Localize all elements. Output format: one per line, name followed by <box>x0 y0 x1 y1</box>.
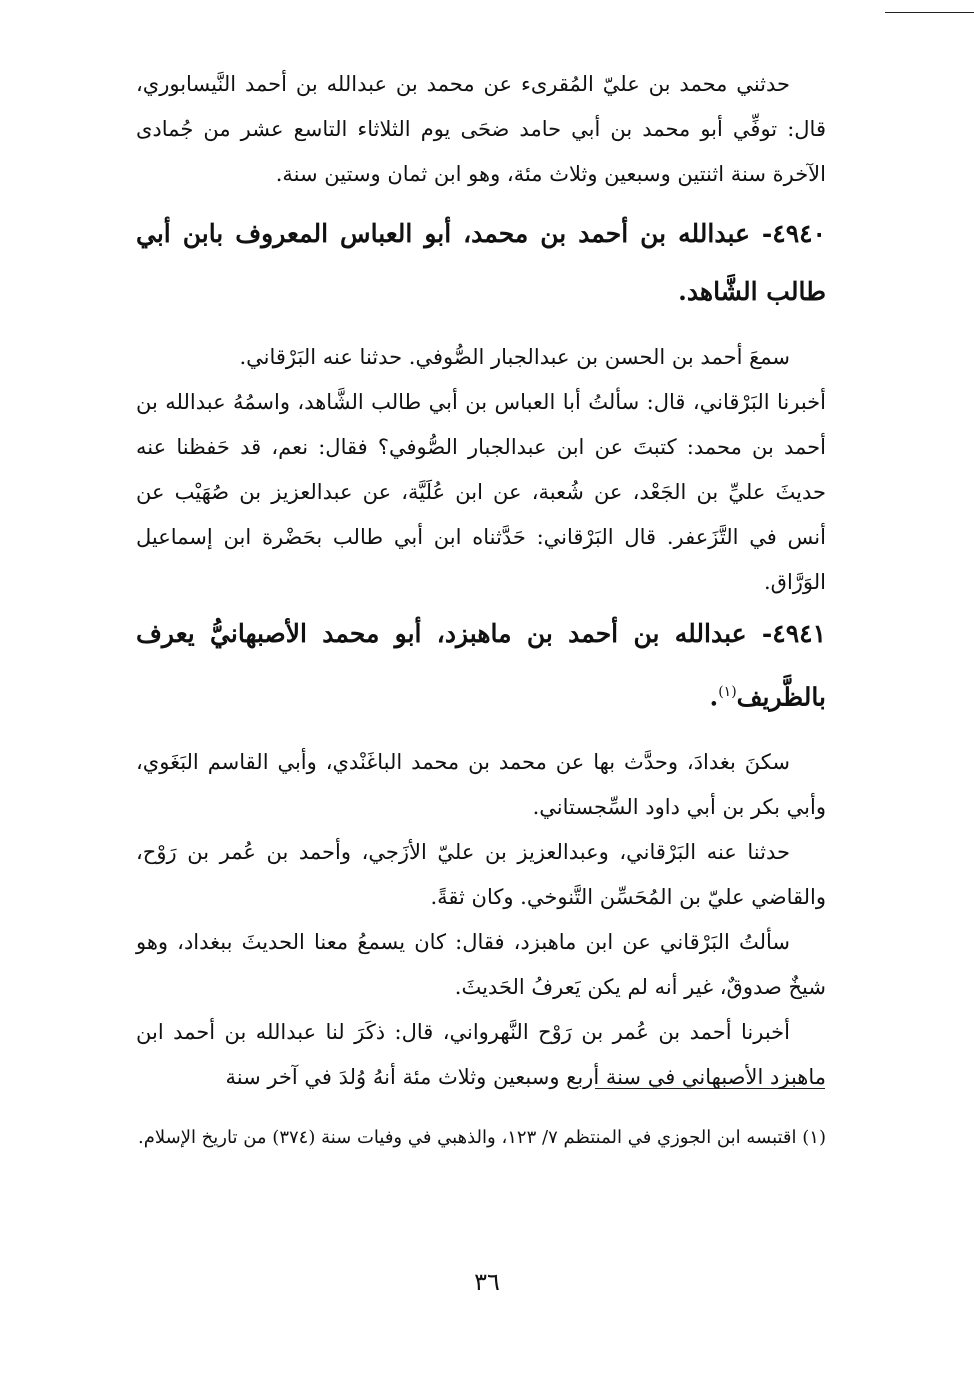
page-number: ٣٦ <box>474 1268 500 1296</box>
top-corner-rule <box>885 12 974 13</box>
entry-title: عبدالله بن أحمد بن محمد، أبو العباس المعروف بابن أبي طالب الشَّاهد. <box>136 219 826 306</box>
heading-period: . <box>709 682 719 712</box>
paragraph: سمعَ أحمد بن الحسن بن عبدالجبار الصُّوفي. حدثنا عنه البَرْقاني. <box>239 345 790 369</box>
entry-number: ٤٩٤١- <box>761 619 826 648</box>
entry-heading-4941 <box>136 605 826 726</box>
main-text-column <box>136 62 826 1100</box>
footnote-marker: (١) <box>718 684 737 700</box>
paragraph: حدثنا عنه البَرْقاني، وعبدالعزيز بن عليّ الأزَجي، وأحمد بن عُمر بن رَوْح، والقاضي عليّ بن المُحَسِّن التَّنوخي. وكان ثقةً. <box>136 840 826 910</box>
entry-heading-4940 <box>136 205 826 321</box>
footnote-separator <box>595 1088 825 1089</box>
paragraph-continuation: حدثني محمد بن عليّ المُقرىء عن محمد بن عبدالله بن أحمد النَّيسابوري، قال: توفِّي أبو محمد بن أبي حامد ضحَى يوم الثلاثاء التاسع عشر من جُمادى الآخرة سنة اثنتين وسبعين وثلاث مئة، وهو ابن ثمان وستين سنة. <box>136 72 826 186</box>
paragraph: أخبرنا البَرْقاني، قال: سألتُ أبا العباس بن أبي طالب الشَّاهد، واسمُهُ عبدالله بن أحمد بن محمد: كتبتَ عن ابن عبدالجبار الصُّوفي؟ فقال: نعم، قد حَفظنا عنه حديثَ عليِّ بن الجَعْد، عن شُعبة، عن ابن عُلَيَّة، عن عبدالعزيز بن صُهَيْب عن أنس في التَّزَعفر. قال البَرْقاني: حَدَّثناه ابن أبي طالب بحَضْرة ابن إسماعيل الوَرَّاق. <box>136 390 826 594</box>
paragraph: سكنَ بغدادَ، وحدَّث بها عن محمد بن محمد الباغَنْدي، وأبي القاسم البَغَوي، وأبي بكر بن أبي داود السِّجستاني. <box>136 750 826 820</box>
entry-title: عبدالله بن أحمد بن ماهبزد، أبو محمد الأصبهانيُّ يعرف بالظَّريف <box>136 619 826 712</box>
paragraph: سألتُ البَرْقاني عن ابن ماهبزد، فقال: كان يسمعُ معنا الحديثَ ببغداد، وهو شيخٌ صدوقٌ، غير أنه لم يكن يَعرفُ الحَديثَ. <box>136 930 826 1000</box>
paragraph: أخبرنا أحمد بن عُمر بن رَوْح النَّهرواني، قال: ذكَرَ لنا عبدالله بن أحمد ابن ماهبزد الأصبهاني في سنة أربع وسبعين وثلاث مئة أنهُ وُلدَ في آخر سنة <box>136 1020 826 1090</box>
entry-number: ٤٩٤٠- <box>761 219 826 248</box>
footnote: (١) اقتبسه ابن الجوزي في المنتظم ٧/ ١٢٣، والذهبي في وفيات سنة (٣٧٤) من تاريخ الإسلام. <box>138 1127 826 1148</box>
